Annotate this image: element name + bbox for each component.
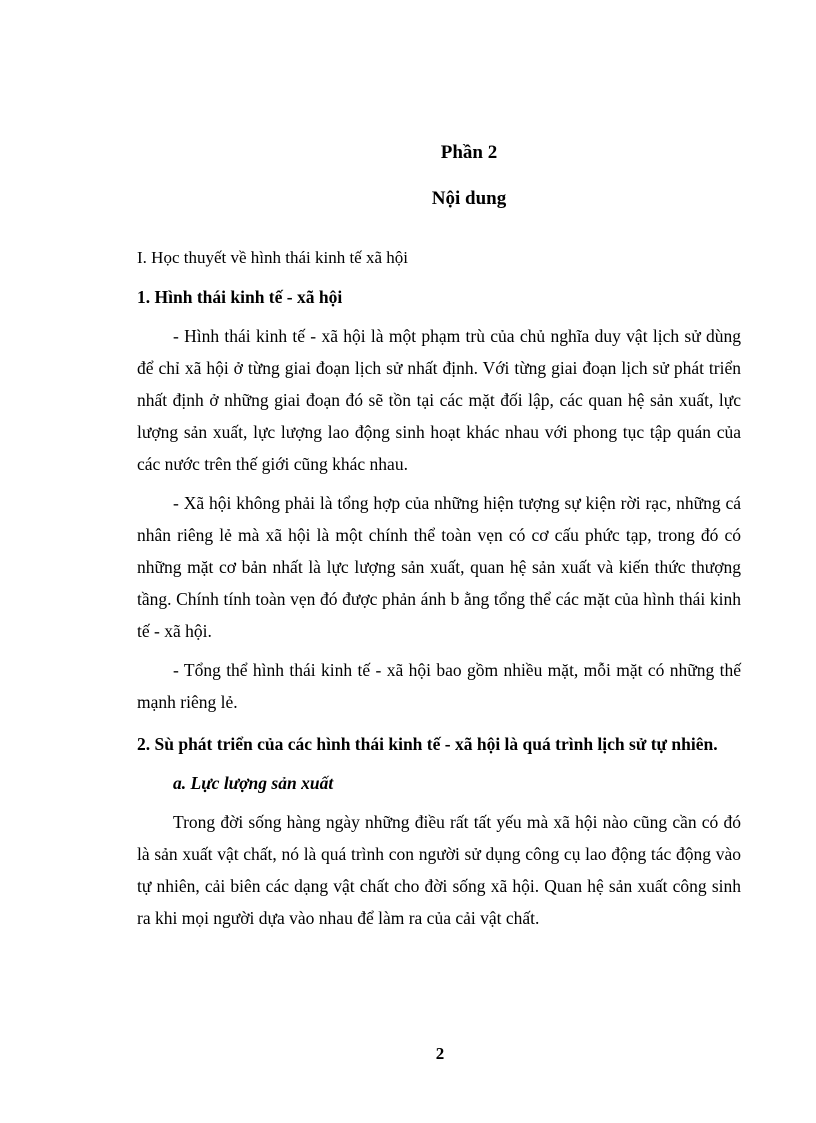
sub-heading-italic: a. Lực lượng sản xuất [173,773,334,793]
paragraph: - Xã hội không phải là tổng hợp của những hiện tượng sự kiện rời rạc, những cá nhân riêng lẻ mà xã hội là một chính thể toàn vẹn có cơ cấu phức tạp, trong đó có những mặt cơ bản nhất là lực lượng sản xuất, quan hệ sản xuất và kiến thức thượng tầng. Chính tính toàn vẹn đó được phản ánh b ằng tổng thể các mặt của hình thái kinh tế - xã hội. [137,493,741,641]
page-content [137,140,741,934]
part-subtitle: Nội dung [431,188,507,209]
section-heading: I. Học thuyết về hình thái kinh tế xã hội [137,248,408,267]
part-title: Phần 2 [440,142,498,163]
paragraph: - Hình thái kinh tế - xã hội là một phạm trù của chủ nghĩa duy vật lịch sử dùng để chỉ xã hội ở từng giai đoạn lịch sử nhất định. Với từng giai đoạn lịch sử phát triển nhất định ở những giai đoạn đó sẽ tồn tại các mặt đối lập, các quan hệ sản xuất, lực lượng sản xuất, lực lượng lao động sinh hoạt khác nhau với phong tục tập quán của các nước trên thế giới cũng khác nhau. [137,326,741,474]
subsection-heading-1: 1. Hình thái kinh tế - xã hội [137,287,343,307]
subsection-heading-2: 2. Sù phát triển của các hình thái kinh tế - xã hội là quá trình lịch sử tự nhiên. [137,734,718,754]
page-number: 2 [435,1044,445,1063]
paragraph: Trong đời sống hàng ngày những điều rất tất yếu mà xã hội nào cũng cần có đó là sản xuất vật chất, nó là quá trình con người sử dụng công cụ lao động tác động vào tự nhiên, cải biên các dạng vật chất cho đời sống xã hội. Quan hệ sản xuất công sinh ra khi mọi người dựa vào nhau để làm ra của cải vật chất. [137,812,741,928]
paragraph: - Tổng thể hình thái kinh tế - xã hội bao gồm nhiều mặt, mỗi mặt có những thế mạnh riêng lẻ. [137,660,741,712]
